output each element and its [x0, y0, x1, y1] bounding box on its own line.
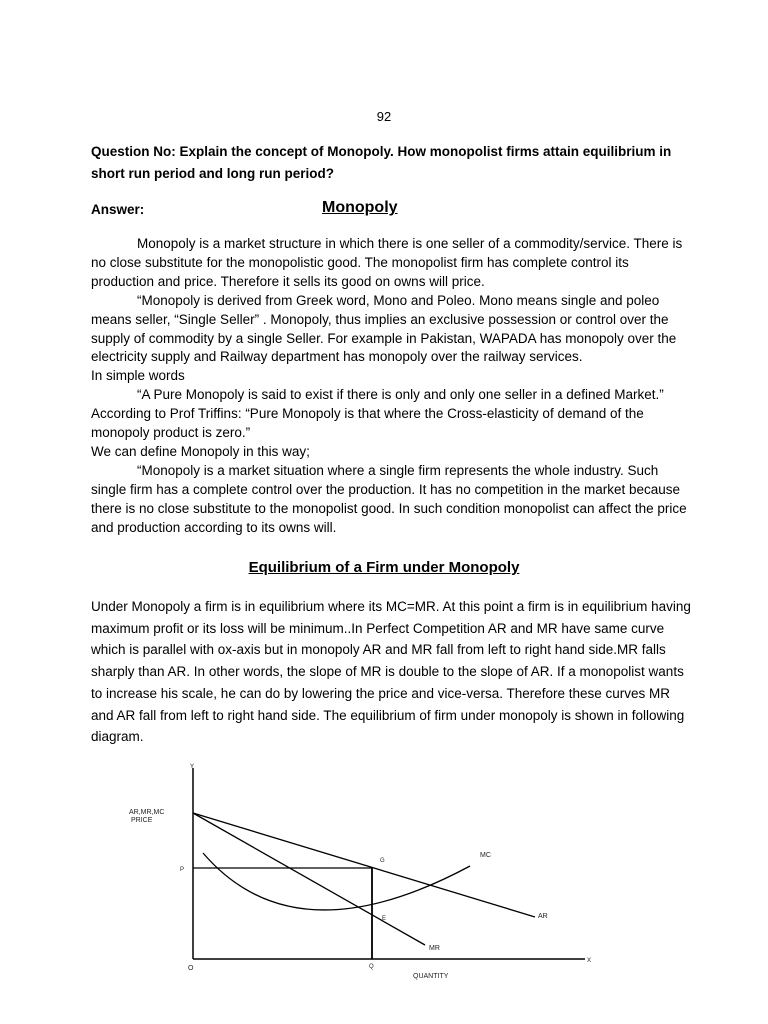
equilibrium-body — [91, 596, 691, 748]
monopoly-heading: Monopoly — [322, 199, 398, 216]
answer-label: Answer: — [91, 202, 145, 217]
paragraph-market-situation: “Monopoly is a market situation where a single firm represents the whole industry. Such single firm has a complete control over the production. It has no competition in the market because there is no close substitute to the monopolist good. In such condition monopolist can affect the price and production according to its owns will. — [91, 462, 687, 535]
equilibrium-heading: Equilibrium of a Firm under Monopoly — [248, 559, 520, 576]
paragraph-pure-monopoly: “A Pure Monopoly is said to exist if there is only and only one seller in a defined Market.” — [137, 387, 664, 403]
paragraph-equilibrium: Under Monopoly a firm is in equilibrium where its MC=MR. At this point a firm is in equilibrium having maximum profit or its loss will be minimum..In Perfect Competition AR and MR have same curve which is parallel with ox-axis but in monopoly AR and MR fall from left to right hand side.MR falls sharply than AR. In other words, the slope of MR is double to the slope of AR. If a monopolist wants to increase his scale, he can do by lowering the price and vice-versa. Therefore these curves MR and AR fall from left to right hand side. The equilibrium of firm under monopoly is shown in following diagram. — [91, 599, 691, 745]
mr-label: MR — [429, 945, 440, 952]
price-label: P — [180, 867, 185, 873]
page-number: 92 — [376, 109, 392, 124]
question-text: Question No: Explain the concept of Monopoly. How monopolist firms attain equilibrium in short run period and long run period? — [91, 144, 672, 181]
point-g-label: G — [380, 858, 385, 864]
paragraph-define: We can define Monopoly in this way; — [91, 443, 310, 459]
x-axis-title: QUANTITY — [413, 973, 449, 980]
y-axis-title-line1: AR,MR,MC — [129, 809, 165, 816]
monopoly-body — [91, 235, 691, 538]
paragraph-etymology: “Monopoly is derived from Greek word, Mono and Poleo. Mono means single and poleo means seller, “Single Seller” . Monopoly, thus implies an exclusive possession or control over the supply of commodity by a single Seller. For example in Pakistan, WAPADA has monopoly over the electricity supply and Railway department has monopoly over the railway services. — [91, 292, 677, 365]
mr-curve — [193, 813, 425, 945]
paragraph-triffins: According to Prof Triffins: “Pure Monopoly is that where the Cross-elasticity of demand of the monopoly product is zero.” — [91, 406, 644, 441]
origin-label: O — [188, 965, 194, 972]
y-axis-label: Y — [190, 764, 195, 770]
quantity-label: Q — [369, 964, 374, 970]
ar-label: AR — [538, 913, 548, 920]
paragraph-definition: Monopoly is a market structure in which there is one seller of a commodity/service. There is no close substitute for the monopolistic good. The monopolist firm has complete control its production and price. Therefore it sells its good on owns will price. — [91, 236, 683, 289]
mc-label: MC — [480, 852, 491, 859]
x-axis-label: X — [587, 958, 592, 964]
y-axis-title-line2: PRICE — [131, 817, 153, 824]
mc-curve — [203, 853, 470, 910]
monopoly-equilibrium-diagram — [120, 760, 600, 985]
ar-curve — [193, 813, 535, 917]
point-e-label: E — [382, 916, 387, 922]
paragraph-simple-words: In simple words — [91, 368, 185, 384]
